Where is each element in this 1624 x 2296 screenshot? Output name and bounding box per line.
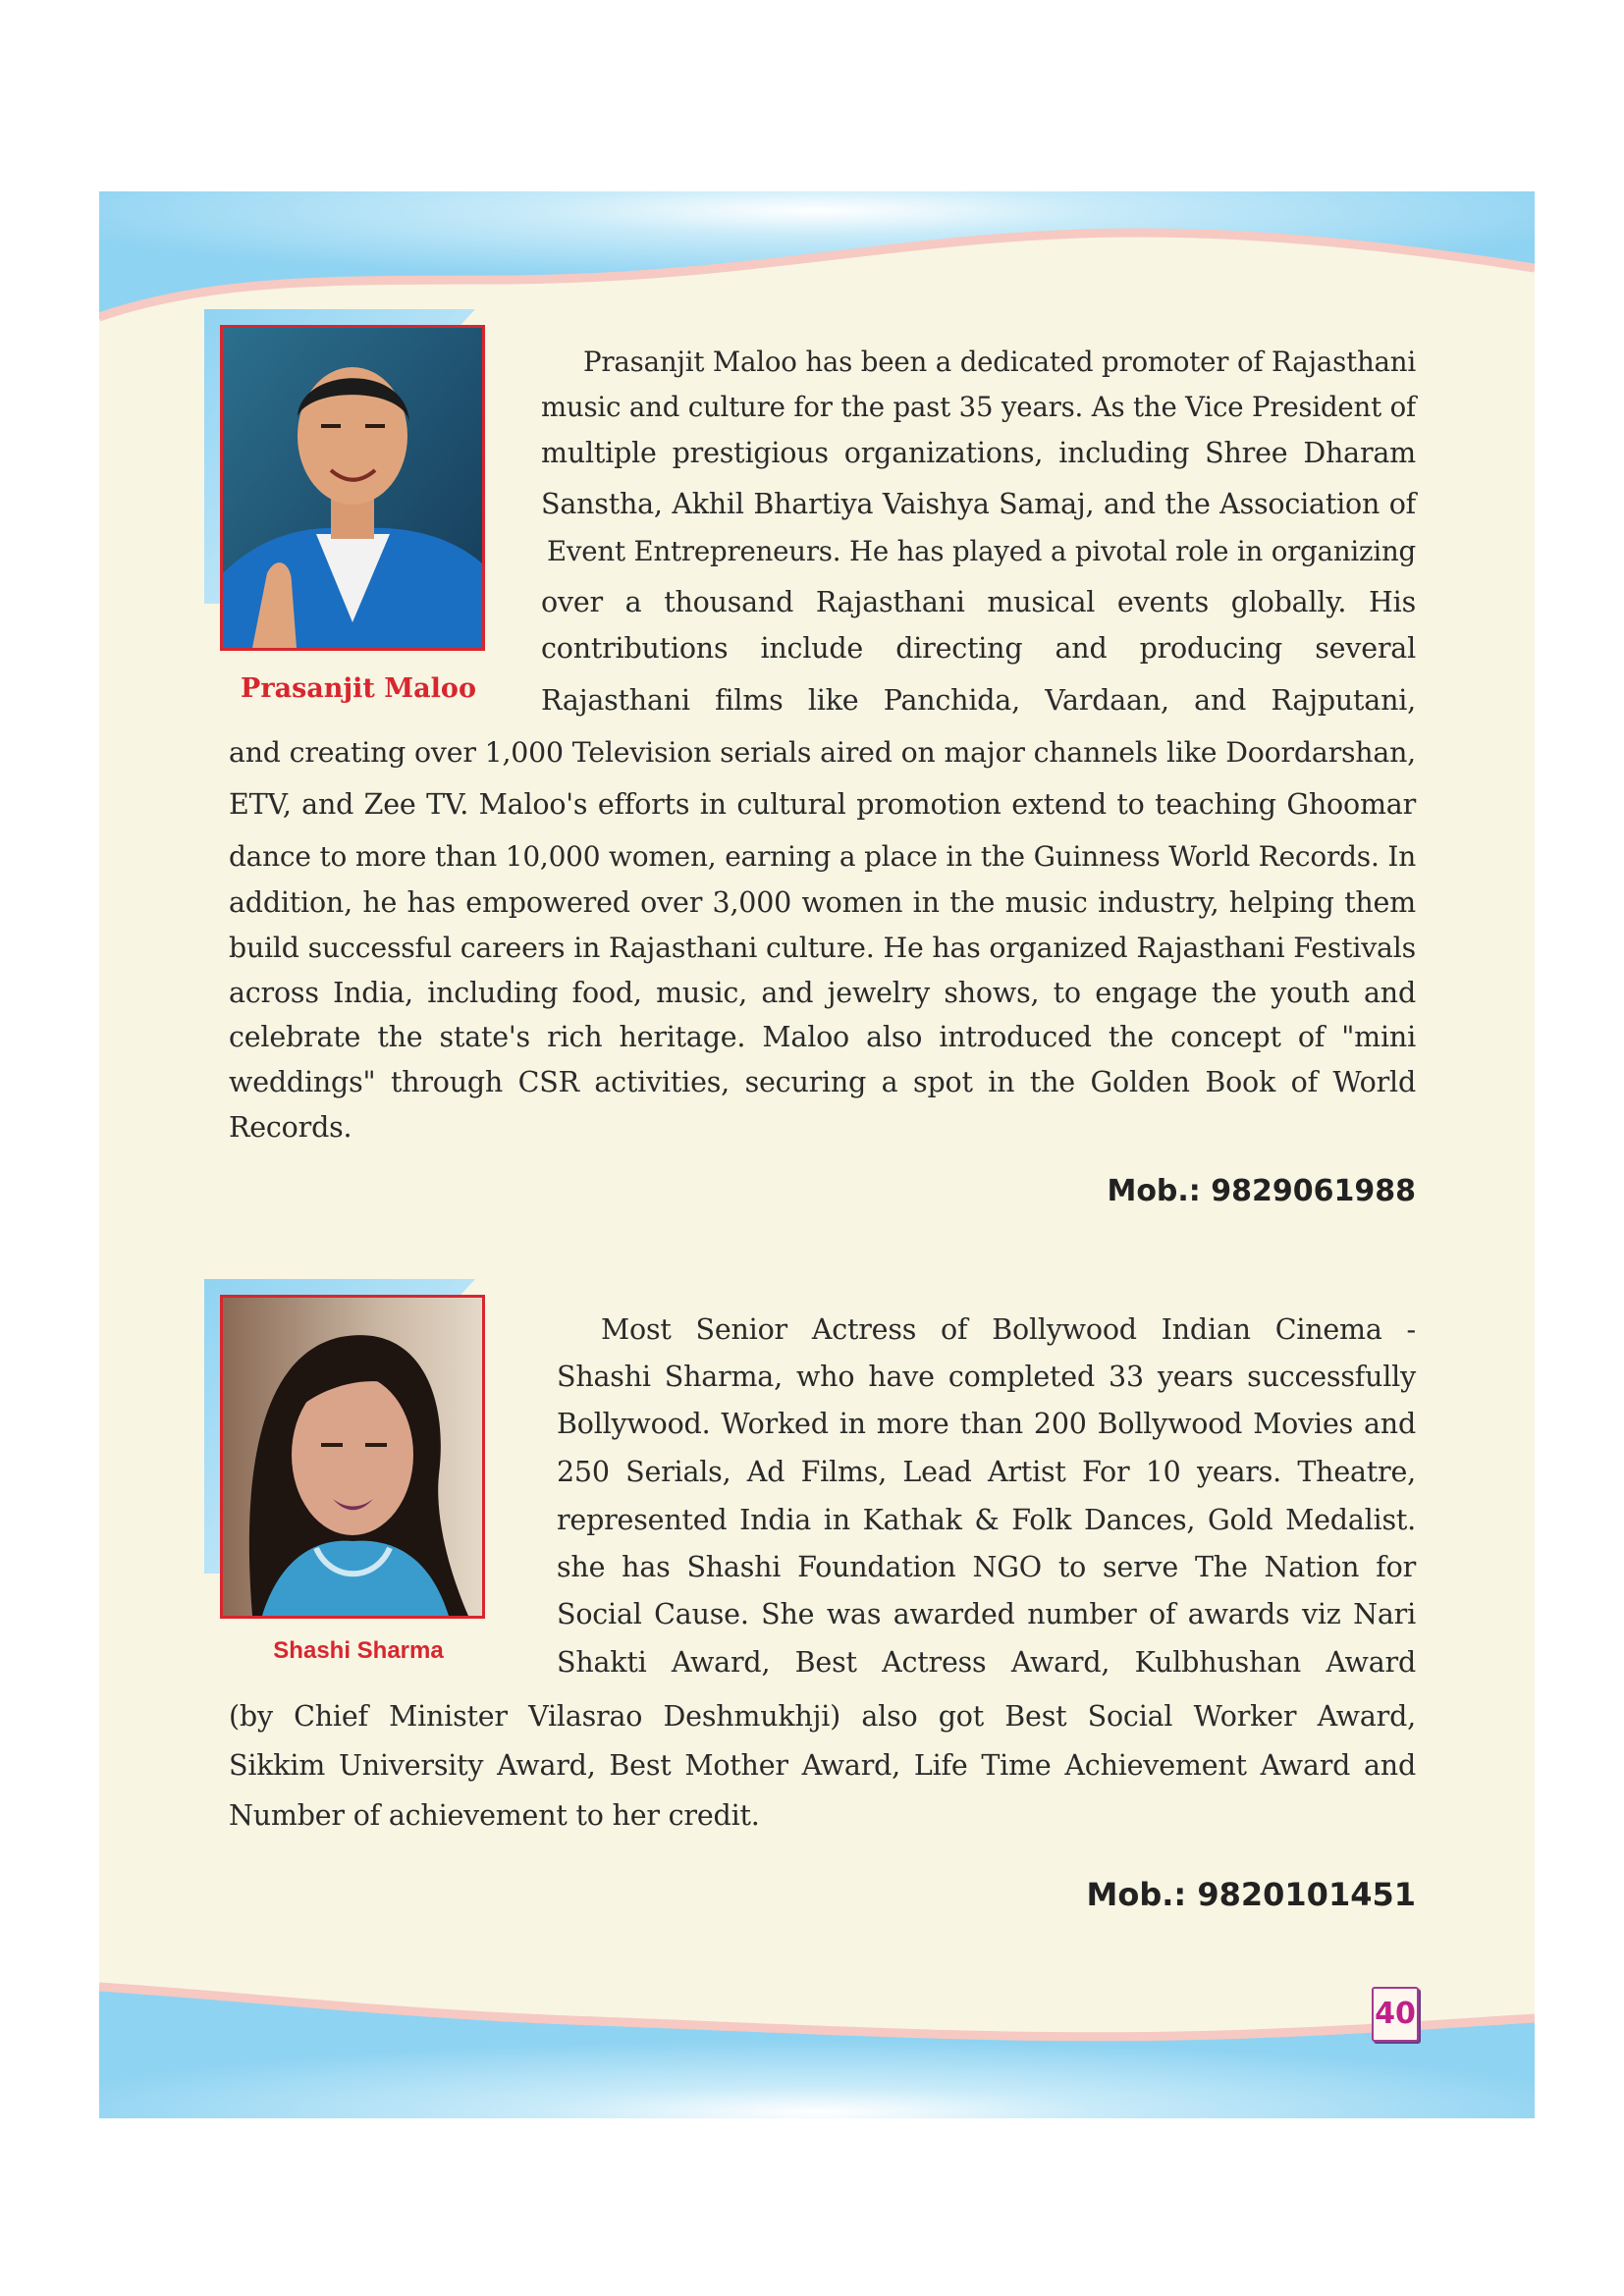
bio-line: Bollywood. Worked in more than 200 Bollywood Movies and (557, 1408, 1416, 1440)
bio-line: celebrate the state's rich heritage. Maloo also introduced the concept of "mini (229, 1021, 1416, 1053)
bio-line: across India, including food, music, and jewelry shows, to engage the youth and (229, 977, 1416, 1009)
bio-line: she has Shashi Foundation NGO to serve The Nation for (557, 1551, 1416, 1583)
bio-line: addition, he has empowered over 3,000 women in the music industry, helping them (229, 886, 1416, 919)
bio-line: build successful careers in Rajasthani culture. He has organized Rajasthani Festivals (229, 932, 1416, 964)
bio-line: Event Entrepreneurs. He has played a pivotal role in organizing (547, 535, 1416, 567)
bio-line: (by Chief Minister Vilasrao Deshmukhji) also got Best Social Worker Award, (229, 1700, 1416, 1733)
bio-line: Rajasthani films like Panchida, Vardaan, and Rajputani, (541, 684, 1416, 717)
bio-line: 250 Serials, Ad Films, Lead Artist For 10 years. Theatre, (557, 1456, 1416, 1488)
bio-line: Number of achievement to her credit. (229, 1799, 760, 1832)
portrait-photo (220, 325, 485, 651)
bio-line: represented India in Kathak & Folk Dances, Gold Medalist. (557, 1504, 1416, 1536)
bio-line: over a thousand Rajasthani musical events globally. His (541, 586, 1416, 618)
bio-line: music and culture for the past 35 years. As the Vice President of (541, 391, 1416, 423)
bio-line: Sikkim University Award, Best Mother Award, Life Time Achievement Award and (229, 1749, 1416, 1782)
bio-line: and creating over 1,000 Television serials aired on major channels like Doordarshan, (229, 736, 1416, 769)
bio-line: dance to more than 10,000 women, earning a place in the Guinness World Records. In (229, 840, 1416, 873)
mobile-number: Mob.: 9820101451 (1086, 1876, 1416, 1913)
profile-caption: Shashi Sharma (273, 1637, 444, 1664)
bio-line: contributions include directing and producing several (541, 632, 1416, 665)
bio-line: Most Senior Actress of Bollywood Indian Cinema - (601, 1313, 1416, 1346)
profile-caption: Prasanjit Maloo (241, 673, 476, 704)
page-number: 40 (1372, 1987, 1419, 2042)
bio-line: Shashi Sharma, who have completed 33 years successfully (557, 1361, 1416, 1393)
bio-line: Prasanjit Maloo has been a dedicated promoter of Rajasthani (583, 346, 1416, 378)
portrait-photo (220, 1295, 485, 1619)
bottom-decorative-band (99, 1971, 1535, 2118)
bio-line: weddings" through CSR activities, securing a spot in the Golden Book of World (229, 1066, 1416, 1098)
bio-line: multiple prestigious organizations, including Shree Dharam (541, 437, 1416, 469)
bio-line: Sanstha, Akhil Bhartiya Vaishya Samaj, and the Association of (541, 488, 1416, 520)
bio-line: Shakti Award, Best Actress Award, Kulbhushan Award (557, 1646, 1416, 1679)
mobile-number: Mob.: 9829061988 (1107, 1174, 1416, 1208)
bio-line: Social Cause. She was awarded number of awards viz Nari (557, 1598, 1416, 1630)
bio-line: ETV, and Zee TV. Maloo's efforts in cultural promotion extend to teaching Ghoomar (229, 788, 1416, 821)
bio-line: Records. (229, 1111, 352, 1144)
